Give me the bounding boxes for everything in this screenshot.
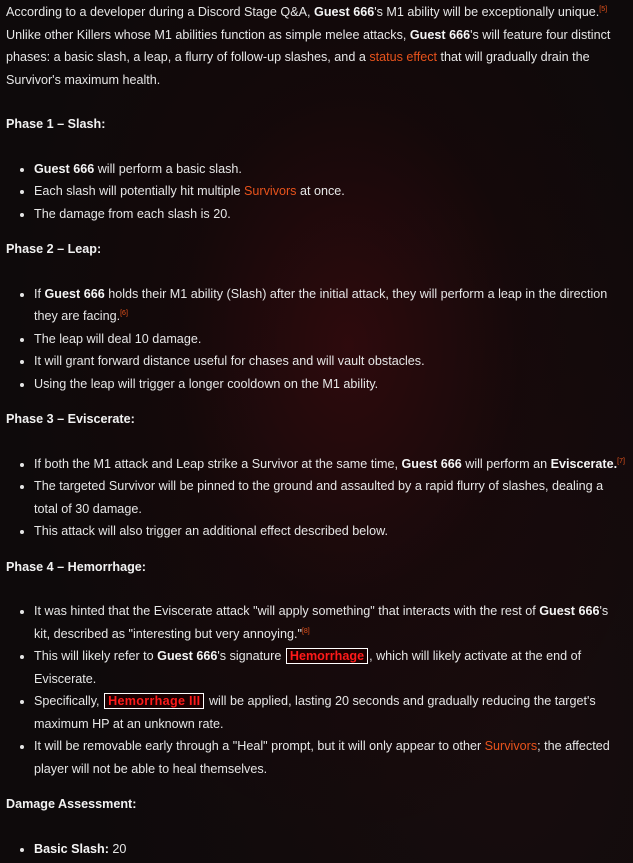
list-item: • The leap will deal 10 damage. — [34, 328, 627, 351]
citation-link[interactable]: [7] — [617, 457, 625, 465]
list-item: • Using the leap will trigger a longer cooldown on the M1 ability. — [34, 373, 627, 396]
killer-name: Guest 666 — [34, 161, 95, 176]
text: 's signature — [217, 649, 285, 663]
list-item: • The damage from each slash is 20. — [34, 203, 627, 226]
text: will perform an — [461, 456, 551, 471]
list-item: • This attack will also trigger an additional effect described below. — [34, 520, 627, 543]
list-item — [34, 690, 627, 735]
damage-value: 20 — [108, 841, 127, 856]
list-item — [34, 600, 627, 645]
damage-assessment-section — [6, 793, 627, 860]
text: at once. — [296, 184, 345, 198]
text: holds their M1 ability (Slash) after the initial attack, they will perform a leap in the direction they are facing. — [34, 286, 608, 323]
phase-4-list — [6, 600, 627, 780]
list-item — [34, 283, 627, 328]
hemorrhage-badge[interactable]: Hemorrhage — [286, 648, 368, 664]
list-item: • It will grant forward distance useful for chases and will vault obstacles. — [34, 350, 627, 373]
text: Specifically, — [34, 694, 104, 708]
text: Each slash will potentially hit multiple — [34, 184, 244, 198]
killer-name: Guest 666 — [539, 604, 600, 618]
damage-assessment-heading: Damage Assessment: — [6, 797, 137, 811]
phase-1-list — [6, 158, 627, 226]
citation-link[interactable]: [8] — [301, 627, 310, 635]
eviscerate-term: Eviscerate. — [550, 456, 618, 471]
killer-name: Guest 666 — [44, 286, 105, 301]
killer-name: Guest 666 — [409, 27, 471, 42]
list-item — [34, 453, 627, 476]
text: If both the M1 attack and Leap strike a Survivor at the same time, — [34, 456, 402, 471]
damage-list — [6, 838, 627, 861]
phase-2-list — [6, 283, 627, 396]
killer-name: Guest 666 — [157, 649, 218, 663]
list-item — [34, 180, 627, 203]
list-item — [34, 645, 627, 690]
text: Unlike other Killers whose M1 abilities function as simple melee attacks, — [6, 27, 410, 42]
survivors-link[interactable]: Survivors — [484, 739, 538, 753]
status-effect-link[interactable]: status effect — [369, 50, 438, 64]
text: ; the affected player will not be able to heal themselves. — [34, 739, 610, 776]
phase-3-heading: Phase 3 – Eviscerate: — [6, 412, 135, 426]
list-item — [34, 838, 627, 861]
text: will be applied, lasting 20 seconds and gradually reducing the target's maximum HP at an unknown rate. — [34, 694, 596, 731]
text: It was hinted that the Eviscerate attack "will apply something" that interacts with the rest of — [34, 604, 540, 618]
text: 's will feature four distinct phases: a basic slash, a leap, a flurry of follow-up slashes, and a — [6, 27, 611, 64]
list-item: • The targeted Survivor will be pinned to the ground and assaulted by a rapid flurry of slashes, dealing a total of 30 damage. — [34, 475, 627, 520]
citation-link[interactable]: [5] — [599, 5, 608, 13]
text: will perform a basic slash. — [94, 161, 242, 176]
text: It will be removable early through a "Heal" prompt, but it will only appear to other — [34, 739, 485, 753]
phase-1-section — [6, 113, 627, 225]
text: 's kit, described as "interesting but very annoying." — [34, 604, 609, 641]
list-item — [34, 735, 627, 780]
text: , which will likely activate at the end of Eviscerate. — [34, 649, 582, 686]
phase-3-list — [6, 453, 627, 543]
killer-name: Guest 666 — [401, 456, 462, 471]
text: that will gradually drain the Survivor's maximum health. — [6, 50, 590, 87]
phase-4-section — [6, 556, 627, 781]
text: 's M1 ability will be exceptionally unique. — [374, 5, 600, 19]
phase-1-heading: Phase 1 – Slash: — [6, 117, 106, 131]
survivors-link[interactable]: Survivors — [244, 184, 297, 198]
text: If — [34, 286, 45, 301]
list-item — [34, 158, 627, 181]
citation-link[interactable]: [6] — [120, 309, 128, 317]
phase-2-heading: Phase 2 – Leap: — [6, 242, 102, 256]
phase-4-heading: Phase 4 – Hemorrhage: — [6, 559, 146, 574]
hemorrhage-iii-badge[interactable]: Hemorrhage III — [104, 693, 204, 709]
text: This will likely refer to — [34, 649, 158, 663]
text: According to a developer during a Discord Stage Q&A, — [6, 5, 315, 19]
damage-label: Basic Slash: — [34, 841, 109, 856]
phase-2-section — [6, 238, 627, 395]
killer-name: Guest 666 — [314, 5, 375, 19]
intro-paragraph — [6, 1, 627, 91]
phase-3-section — [6, 408, 627, 543]
